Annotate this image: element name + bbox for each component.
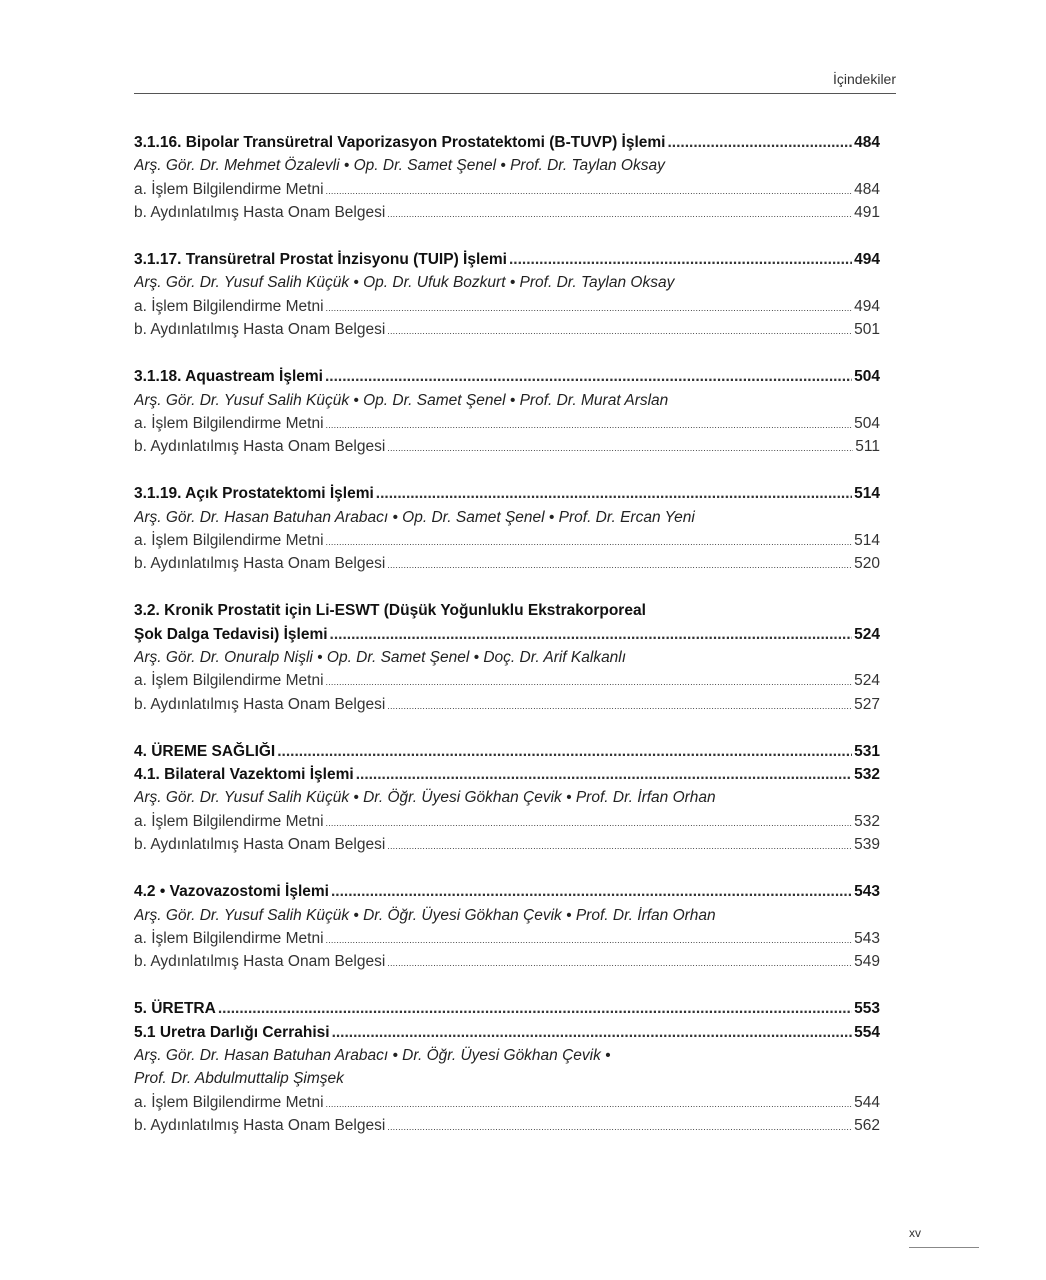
sub-entry-label: b. Aydınlatılmış Hasta Onam Belgesi	[134, 695, 386, 713]
dot-leader	[387, 695, 852, 716]
section-heading-page-number: 543	[854, 883, 880, 901]
sub-entry[interactable]	[134, 693, 880, 716]
sub-entry[interactable]	[134, 1114, 880, 1137]
sub-entry-label: b. Aydınlatılmış Hasta Onam Belgesi	[134, 438, 386, 456]
dot-leader	[387, 203, 852, 224]
section-title-line: 3.2. Kronik Prostatit için Li-ESWT (Düşük Yoğunluklu Ekstrakorporeal	[134, 602, 646, 620]
sub-entry-label: b. Aydınlatılmış Hasta Onam Belgesi	[134, 555, 386, 573]
chapter-heading[interactable]	[134, 740, 880, 763]
section-heading-page-number: 494	[854, 251, 880, 269]
sub-entry-page-number: 562	[854, 1117, 880, 1135]
dot-leader	[509, 248, 852, 271]
dot-leader	[387, 554, 852, 575]
sub-entry-page-number: 527	[854, 695, 880, 713]
section-heading[interactable]	[134, 1021, 880, 1044]
sub-entry-label: b. Aydınlatılmış Hasta Onam Belgesi	[134, 321, 386, 339]
sub-entry-page-number: 501	[854, 321, 880, 339]
section-heading[interactable]	[134, 763, 880, 786]
sub-entry-label: a. İşlem Bilgilendirme Metni	[134, 929, 324, 947]
dot-leader	[667, 131, 852, 154]
section-heading[interactable]	[134, 623, 880, 646]
sub-entry-page-number: 491	[854, 204, 880, 222]
dot-leader	[356, 763, 852, 786]
running-header: İçindekiler	[832, 71, 896, 87]
toc-section	[134, 365, 880, 459]
sub-entry[interactable]	[134, 412, 880, 435]
sub-entry-label: a. İşlem Bilgilendirme Metni	[134, 531, 324, 549]
dot-leader	[387, 835, 852, 856]
dot-leader	[326, 531, 853, 552]
sub-entry-page-number: 514	[854, 531, 880, 549]
sub-entry-page-number: 511	[855, 438, 880, 456]
chapter-heading[interactable]	[134, 997, 880, 1020]
sub-entry[interactable]	[134, 178, 880, 201]
sub-entry-page-number: 532	[854, 812, 880, 830]
sub-entry[interactable]	[134, 927, 880, 950]
sub-entry-label: b. Aydınlatılmış Hasta Onam Belgesi	[134, 1117, 386, 1135]
sub-entry-label: b. Aydınlatılmış Hasta Onam Belgesi	[134, 204, 386, 222]
chapter-heading-page-number: 531	[854, 742, 880, 760]
toc-section	[134, 131, 880, 225]
authors-line: Arş. Gör. Dr. Onuralp Nişli • Op. Dr. Samet Şenel • Doç. Dr. Arif Kalkanlı	[134, 649, 627, 667]
authors-line: Arş. Gör. Dr. Mehmet Özalevli • Op. Dr. Samet Şenel • Prof. Dr. Taylan Oksay	[134, 157, 665, 175]
authors-line: Arş. Gör. Dr. Yusuf Salih Küçük • Op. Dr. Ufuk Bozkurt • Prof. Dr. Taylan Oksay	[134, 274, 675, 292]
dot-leader	[332, 1021, 853, 1044]
dot-leader	[326, 297, 853, 318]
section-heading-label: Şok Dalga Tedavisi) İşlemi	[134, 625, 328, 643]
toc-section	[134, 482, 880, 576]
section-heading-label: 5.1 Uretra Darlığı Cerrahisi	[134, 1023, 330, 1041]
dot-leader	[376, 482, 852, 505]
sub-entry[interactable]	[134, 810, 880, 833]
section-heading-page-number: 532	[854, 766, 880, 784]
sub-entry-label: a. İşlem Bilgilendirme Metni	[134, 1093, 324, 1111]
section-heading-page-number: 514	[854, 485, 880, 503]
section-heading[interactable]	[134, 880, 880, 903]
page-number: xv	[909, 1226, 921, 1240]
section-heading[interactable]	[134, 248, 880, 271]
dot-leader	[218, 997, 852, 1020]
sub-entry-label: a. İşlem Bilgilendirme Metni	[134, 180, 324, 198]
section-heading-label: 3.1.18. Aquastream İşlemi	[134, 368, 323, 386]
section-heading[interactable]	[134, 482, 880, 505]
sub-entry-page-number: 494	[854, 297, 880, 315]
chapter-heading-label: 5. ÜRETRA	[134, 1000, 216, 1018]
dot-leader	[326, 929, 853, 950]
sub-entry[interactable]	[134, 669, 880, 692]
dot-leader	[277, 740, 852, 763]
sub-entry[interactable]	[134, 295, 880, 318]
sub-entry-label: a. İşlem Bilgilendirme Metni	[134, 812, 324, 830]
section-heading-label: 3.1.19. Açık Prostatektomi İşlemi	[134, 485, 374, 503]
header-divider	[134, 93, 896, 94]
sub-entry[interactable]	[134, 950, 880, 973]
dot-leader	[331, 880, 852, 903]
section-heading[interactable]	[134, 131, 880, 154]
authors-line: Arş. Gör. Dr. Hasan Batuhan Arabacı • Op. Dr. Samet Şenel • Prof. Dr. Ercan Yeni	[134, 508, 695, 526]
toc-section	[134, 248, 880, 342]
dot-leader	[387, 1116, 852, 1137]
section-heading-page-number: 484	[854, 134, 880, 151]
dot-leader	[326, 812, 853, 833]
dot-leader	[330, 623, 853, 646]
sub-entry[interactable]	[134, 529, 880, 552]
section-heading-label: 4.1. Bilateral Vazektomi İşlemi	[134, 766, 354, 784]
section-heading-label: 4.2 • Vazovazostomi İşlemi	[134, 883, 329, 901]
sub-entry-page-number: 484	[854, 180, 880, 198]
dot-leader	[326, 414, 853, 435]
authors-line: Arş. Gör. Dr. Hasan Batuhan Arabacı • Dr. Öğr. Üyesi Gökhan Çevik •	[134, 1047, 611, 1064]
section-heading-page-number: 504	[854, 368, 880, 386]
footer-divider	[909, 1247, 979, 1248]
chapter-heading-page-number: 553	[854, 1000, 880, 1018]
chapter-heading-label: 4. ÜREME SAĞLIĞI	[134, 742, 276, 760]
sub-entry-label: a. İşlem Bilgilendirme Metni	[134, 297, 324, 315]
toc-section	[134, 740, 880, 857]
toc-section	[134, 997, 880, 1137]
authors-line: Prof. Dr. Abdulmuttalip Şimşek	[134, 1070, 344, 1088]
sub-entry-page-number: 544	[854, 1093, 880, 1111]
authors-line: Arş. Gör. Dr. Yusuf Salih Küçük • Dr. Öğr. Üyesi Gökhan Çevik • Prof. Dr. İrfan Orhan	[134, 906, 716, 924]
sub-entry-label: a. İşlem Bilgilendirme Metni	[134, 414, 324, 432]
sub-entry-page-number: 520	[854, 555, 880, 573]
section-heading[interactable]	[134, 365, 880, 388]
section-heading-label: 3.1.17. Transüretral Prostat İnzisyonu (TUIP) İşlemi	[134, 251, 507, 269]
sub-entry-page-number: 549	[854, 953, 880, 971]
sub-entry-page-number: 524	[854, 672, 880, 690]
sub-entry[interactable]	[134, 1091, 880, 1114]
dot-leader	[326, 1093, 853, 1114]
dot-leader	[387, 952, 852, 973]
authors-line: Arş. Gör. Dr. Yusuf Salih Küçük • Op. Dr. Samet Şenel • Prof. Dr. Murat Arslan	[134, 391, 669, 409]
toc-section	[134, 599, 880, 716]
sub-entry[interactable]	[134, 833, 880, 856]
sub-entry[interactable]	[134, 201, 880, 224]
sub-entry[interactable]	[134, 552, 880, 575]
sub-entry[interactable]	[134, 318, 880, 341]
sub-entry-page-number: 539	[854, 836, 880, 854]
sub-entry-label: b. Aydınlatılmış Hasta Onam Belgesi	[134, 836, 386, 854]
dot-leader	[387, 437, 853, 458]
toc-section	[134, 880, 880, 974]
sub-entry-label: a. İşlem Bilgilendirme Metni	[134, 672, 324, 690]
section-heading-page-number: 554	[854, 1023, 880, 1041]
table-of-contents	[134, 131, 880, 1161]
section-heading-label: 3.1.16. Bipolar Transüretral Vaporizasyon Prostatektomi (B-TUVP) İşlemi	[134, 134, 666, 151]
dot-leader	[387, 320, 852, 341]
sub-entry-page-number: 543	[854, 929, 880, 947]
sub-entry[interactable]	[134, 435, 880, 458]
authors-line: Arş. Gör. Dr. Yusuf Salih Küçük • Dr. Öğr. Üyesi Gökhan Çevik • Prof. Dr. İrfan Orhan	[134, 789, 716, 807]
section-heading-page-number: 524	[854, 625, 880, 643]
sub-entry-label: b. Aydınlatılmış Hasta Onam Belgesi	[134, 953, 386, 971]
dot-leader	[326, 671, 853, 692]
dot-leader	[325, 365, 852, 388]
dot-leader	[326, 180, 853, 201]
sub-entry-page-number: 504	[854, 414, 880, 432]
